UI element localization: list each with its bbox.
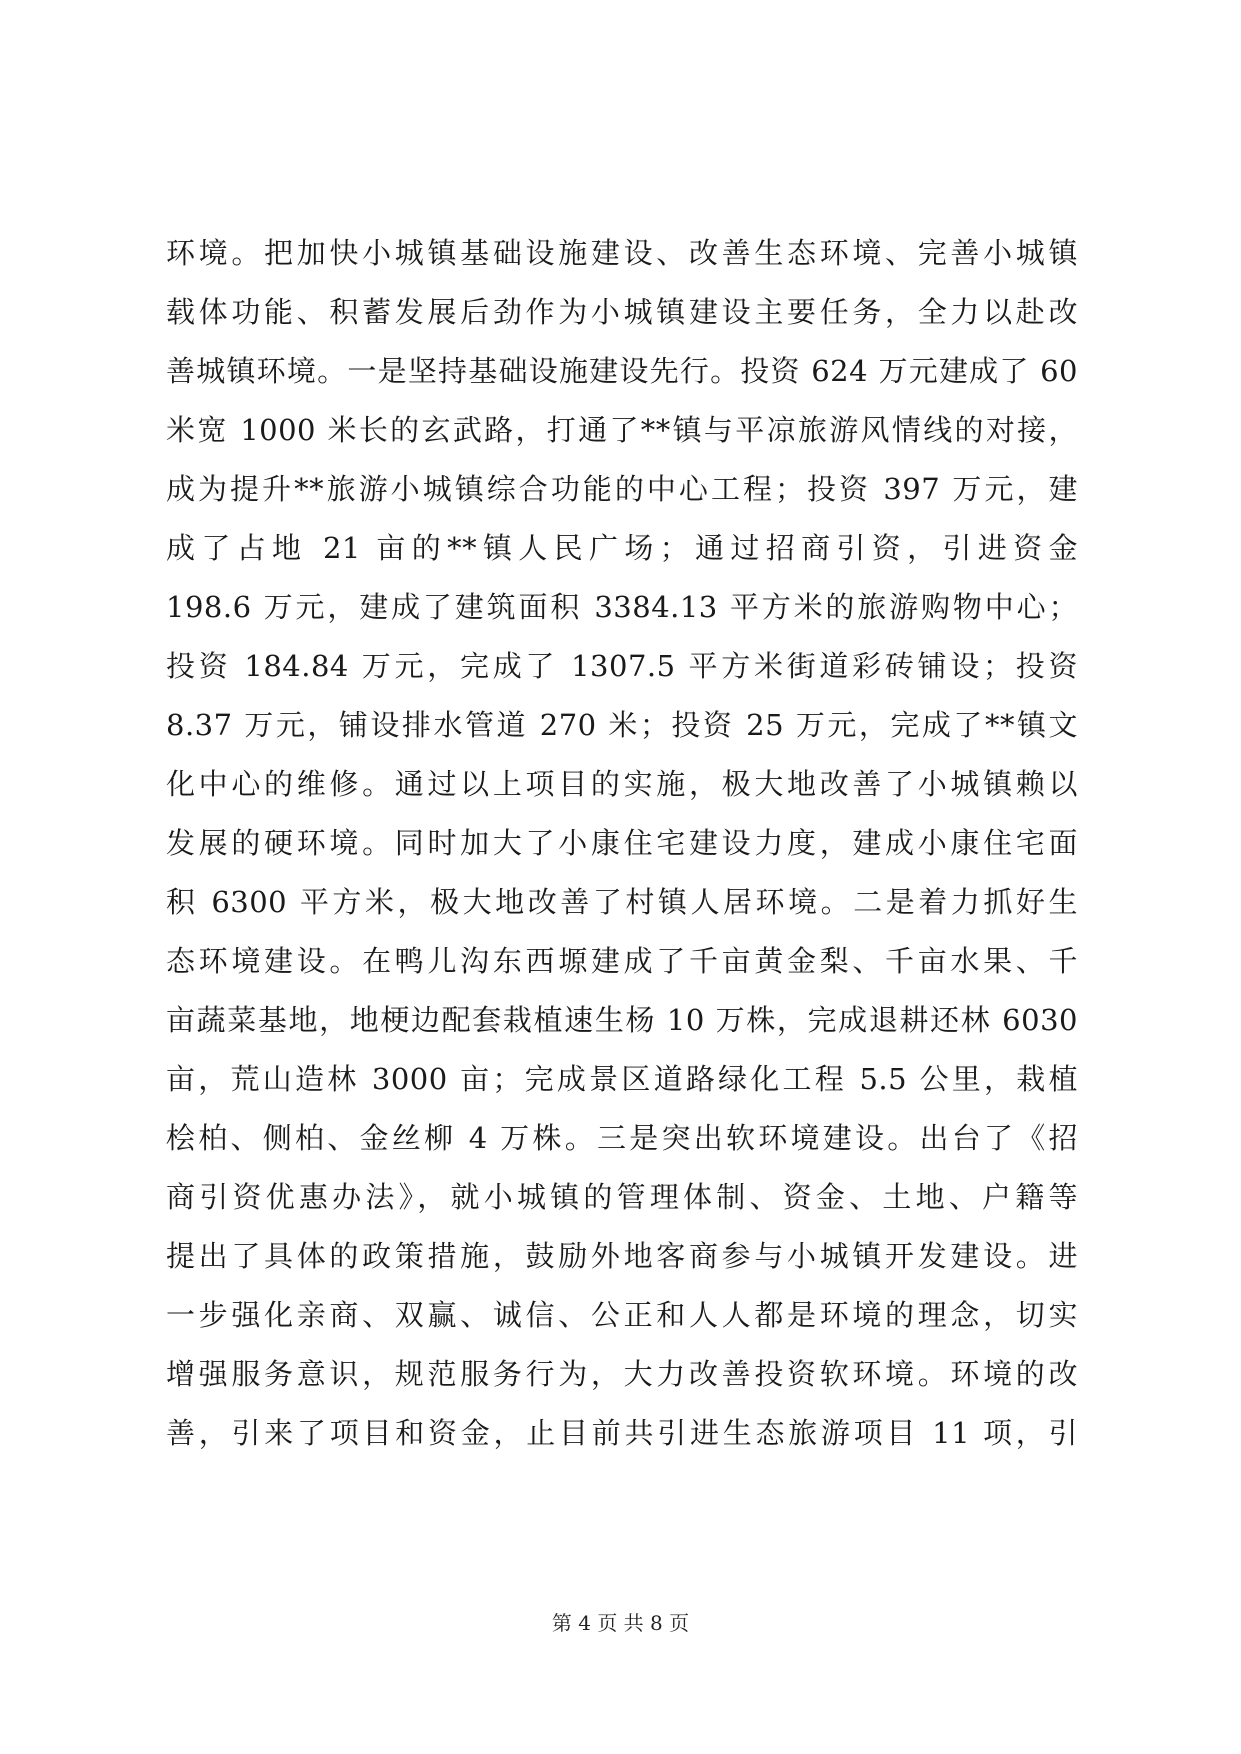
text-line: 增强服务意识，规范服务行为，大力改善投资软环境。环境的改	[166, 1357, 1078, 1391]
text-line: 提出了具体的政策措施，鼓励外地客商参与小城镇开发建设。进	[166, 1239, 1078, 1273]
text-line: 桧柏、侧柏、金丝柳 4 万株。三是突出软环境建设。出台了《招	[166, 1121, 1078, 1155]
text-line: 米宽 1000 米长的玄武路，打通了**镇与平凉旅游风情线的对接，	[166, 413, 1078, 447]
text-line: 环境。把加快小城镇基础设施建设、改善生态环境、完善小城镇	[166, 236, 1078, 270]
text-line: 态环境建设。在鸭儿沟东西塬建成了千亩黄金梨、千亩水果、千	[166, 944, 1078, 978]
text-line: 商引资优惠办法》，就小城镇的管理体制、资金、土地、户籍等	[166, 1180, 1078, 1214]
text-line: 载体功能、积蓄发展后劲作为小城镇建设主要任务，全力以赴改	[166, 295, 1078, 329]
text-line: 善，引来了项目和资金，止目前共引进生态旅游项目 11 项，引	[166, 1416, 1078, 1450]
text-line: 成为提升**旅游小城镇综合功能的中心工程；投资 397 万元，建	[166, 472, 1078, 506]
text-line: 一步强化亲商、双赢、诚信、公正和人人都是环境的理念，切实	[166, 1298, 1078, 1332]
body-paragraph	[166, 224, 1078, 1463]
text-line: 发展的硬环境。同时加大了小康住宅建设力度，建成小康住宅面	[166, 826, 1078, 860]
text-line: 198.6 万元，建成了建筑面积 3384.13 平方米的旅游购物中心；	[166, 590, 1078, 624]
text-line: 投资 184.84 万元，完成了 1307.5 平方米街道彩砖铺设；投资	[166, 649, 1078, 683]
page-footer: 第 4 页 共 8 页	[551, 1611, 690, 1635]
text-line: 积 6300 平方米，极大地改善了村镇人居环境。二是着力抓好生	[166, 885, 1078, 919]
text-line: 化中心的维修。通过以上项目的实施，极大地改善了小城镇赖以	[166, 767, 1078, 801]
text-line: 亩，荒山造林 3000 亩；完成景区道路绿化工程 5.5 公里，栽植	[166, 1062, 1078, 1096]
text-line: 善城镇环境。一是坚持基础设施建设先行。投资 624 万元建成了 60	[166, 354, 1078, 388]
text-line: 8.37 万元，铺设排水管道 270 米；投资 25 万元，完成了**镇文	[166, 708, 1078, 742]
text-line: 亩蔬菜基地，地梗边配套栽植速生杨 10 万株，完成退耕还林 6030	[166, 1003, 1078, 1037]
text-line: 成了占地 21 亩的**镇人民广场；通过招商引资，引进资金	[166, 531, 1078, 565]
